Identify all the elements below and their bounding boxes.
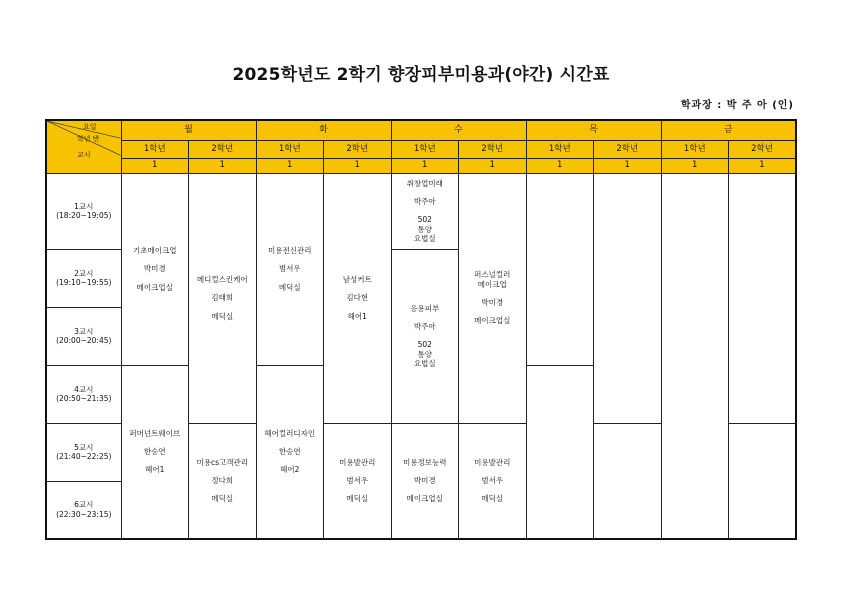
grade-header: 1학년 (256, 140, 324, 158)
class-teacher: 범서우 (278, 264, 301, 274)
class-subject: 퍼스널컬러 (474, 270, 511, 280)
class-teacher: 김태희 (211, 293, 234, 303)
class-subject: 메이크업 (477, 279, 507, 289)
class-teacher: 박미경 (143, 264, 166, 274)
class-cell-wed-1-b (391, 249, 459, 423)
class-room: 통양 (417, 349, 432, 359)
grade-header: 1학년 (121, 140, 189, 158)
class-teacher: 범서우 (481, 476, 504, 486)
class-cell-mon-1-a (121, 173, 189, 365)
period-label: 6교시 (74, 500, 94, 510)
grade-header: 1학년 (391, 140, 459, 158)
period-time: (20:00~20:45) (56, 336, 112, 345)
class-room: 헤어1 (347, 311, 367, 321)
class-room: 메이크업실 (406, 494, 443, 504)
class-teacher: 박주아 (413, 321, 436, 331)
period-label: 1교시 (74, 201, 94, 211)
class-room: 502 (417, 215, 432, 225)
class-subject: 취창업미래 (406, 178, 443, 188)
class-cell-wed-1-c (391, 423, 459, 539)
day-header-fri: 금 (661, 120, 796, 140)
period-cell (46, 481, 121, 539)
grade-header: 1학년 (661, 140, 729, 158)
class-room: 메딕실 (481, 494, 504, 504)
class-subject: 미용발관리 (339, 457, 376, 467)
period-cell (46, 307, 121, 365)
class-cell-wed-2-a (459, 173, 527, 423)
class-subject: 미용정보능력 (403, 457, 447, 467)
class-teacher: 박미경 (481, 298, 504, 307)
class-cell-mon-2-b (189, 423, 257, 539)
grade-header: 2학년 (729, 140, 797, 158)
empty-cell (526, 173, 594, 365)
period-time: (22:30~23:15) (56, 509, 112, 519)
empty-cell (594, 173, 662, 423)
empty-cell (661, 173, 729, 539)
section-header: 1 (594, 158, 662, 173)
grade-header: 2학년 (189, 140, 257, 158)
table-corner-header (46, 120, 121, 173)
grade-header: 2학년 (324, 140, 392, 158)
day-header-wed: 수 (391, 120, 526, 140)
empty-cell (594, 423, 662, 539)
empty-cell (729, 423, 797, 539)
section-header: 1 (256, 158, 324, 173)
period-time: (18:20~19:05) (56, 211, 112, 220)
class-room: 메딕실 (211, 494, 234, 504)
timetable (45, 119, 797, 540)
corner-period-label: 교시 (77, 151, 91, 159)
period-label: 3교시 (74, 326, 94, 336)
class-room: 메딕실 (278, 282, 301, 292)
period-time: (20:50~21:35) (56, 394, 112, 403)
period-cell (46, 173, 121, 249)
grade-header: 2학년 (594, 140, 662, 158)
class-room: 헤어2 (280, 465, 300, 475)
empty-cell (729, 173, 797, 423)
class-room: 메이크업실 (136, 282, 173, 292)
class-subject: 응용피부 (410, 303, 440, 313)
page-title: 2025학년도 2학기 향장피부미용과(야간) 시간표 (232, 65, 610, 85)
class-subject: 미용전신관리 (268, 245, 312, 255)
class-teacher: 김다현 (346, 293, 369, 303)
section-header: 1 (729, 158, 797, 173)
class-subject: 메디컬스킨케어 (196, 274, 248, 284)
class-room: 요법실 (413, 359, 436, 369)
class-teacher: 한승연 (143, 447, 166, 457)
dept-head-signature: 학과장 : 박 주 아 (인) (680, 100, 794, 111)
corner-day-label: 요일 (83, 123, 97, 131)
section-header: 1 (324, 158, 392, 173)
class-room: 헤어1 (145, 465, 165, 475)
period-cell (46, 423, 121, 481)
section-header: 1 (189, 158, 257, 173)
class-subject: 미용cs고객관리 (196, 457, 248, 467)
class-room: 메딕실 (211, 311, 234, 321)
day-header-tue: 화 (256, 120, 391, 140)
class-room: 메딕실 (346, 494, 369, 504)
class-teacher: 박주아 (413, 196, 436, 206)
class-subject: 헤어컬러디자인 (264, 428, 316, 438)
class-subject: 미용발관리 (474, 457, 511, 467)
class-teacher: 범서우 (346, 476, 369, 486)
class-subject: 남성커트 (342, 274, 372, 284)
class-cell-tue-1-a (256, 173, 324, 365)
corner-grade-label: 학년 반 (77, 135, 100, 143)
grade-header: 1학년 (526, 140, 594, 158)
section-header: 1 (459, 158, 527, 173)
day-header-mon: 월 (121, 120, 256, 140)
class-cell-mon-2-a (189, 173, 257, 423)
section-header: 1 (391, 158, 459, 173)
class-cell-tue-1-b (256, 365, 324, 539)
section-header: 1 (661, 158, 729, 173)
class-cell-wed-1-a (391, 173, 459, 249)
period-label: 4교시 (74, 384, 94, 394)
section-header: 1 (121, 158, 189, 173)
class-cell-mon-1-b (121, 365, 189, 539)
period-time: (19:10~19:55) (56, 278, 112, 287)
class-room: 통양 (417, 224, 432, 234)
class-teacher: 박미경 (413, 476, 436, 486)
empty-cell (526, 365, 594, 539)
period-cell (46, 365, 121, 423)
class-teacher: 한승연 (278, 447, 301, 457)
class-cell-wed-2-b (459, 423, 527, 539)
period-label: 5교시 (74, 442, 94, 452)
period-time: (21:40~22:25) (56, 452, 112, 461)
class-room: 502 (417, 340, 432, 350)
class-cell-tue-2-a (324, 173, 392, 423)
class-teacher: 정다희 (211, 476, 234, 486)
grade-header: 2학년 (459, 140, 527, 158)
class-room: 메이크업실 (474, 316, 511, 326)
period-cell (46, 249, 121, 307)
day-header-thu: 목 (526, 120, 661, 140)
class-subject: 기초메이크업 (133, 245, 177, 255)
class-cell-tue-2-b (324, 423, 392, 539)
period-label: 2교시 (74, 268, 94, 278)
section-header: 1 (526, 158, 594, 173)
class-room: 요법실 (413, 234, 436, 244)
class-subject: 퍼머넌트웨이브 (129, 428, 181, 438)
